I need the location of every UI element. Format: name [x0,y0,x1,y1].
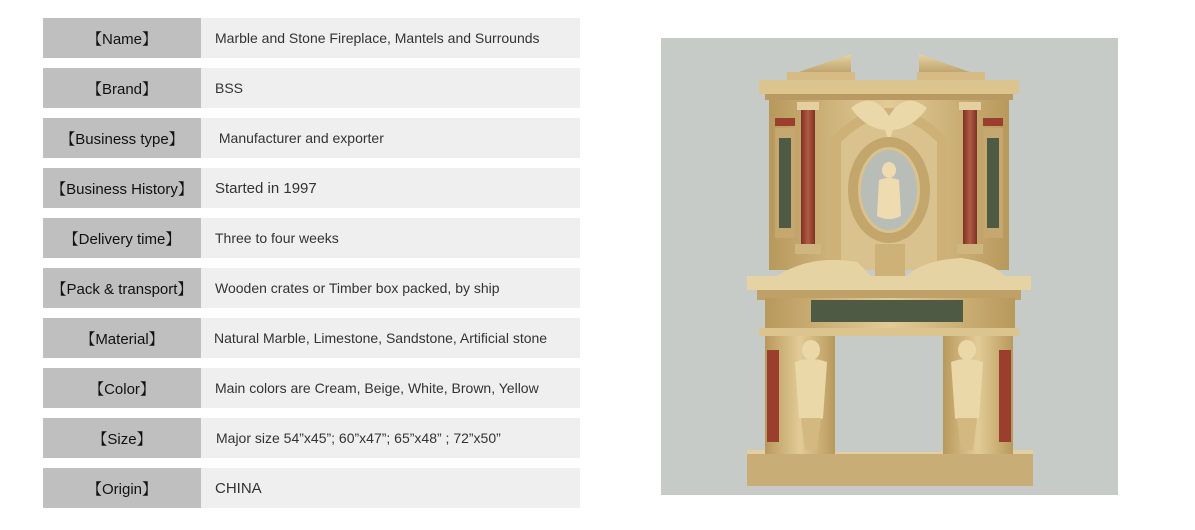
spec-row-delivery-time [43,218,580,258]
fireplace-illustration [661,38,1118,495]
spec-label: 【Delivery time】 [43,218,201,258]
spec-label: 【Material】 [43,318,201,358]
spec-label: 【Business type】 [43,118,201,158]
spec-value: Major size 54”x45”; 60”x47”; 65”x48” ; 72”x50” [201,418,580,458]
spec-value: BSS [201,68,580,108]
spec-row-material [43,318,580,358]
spec-label: 【Pack & transport】 [43,268,201,308]
spec-label: 【Color】 [43,368,201,408]
spec-row-pack-transport [43,268,580,308]
spec-value: CHINA [201,468,580,508]
spec-value: Marble and Stone Fireplace, Mantels and Surrounds [201,18,580,58]
spec-row-name [43,18,580,58]
spec-label: 【Brand】 [43,68,201,108]
spec-row-brand [43,68,580,108]
spec-row-color [43,368,580,408]
spec-row-size [43,418,580,458]
product-photo-fireplace [661,38,1118,495]
spec-value: Three to four weeks [201,218,580,258]
spec-label: 【Size】 [43,418,201,458]
spec-label: 【Name】 [43,18,201,58]
spec-value: Manufacturer and exporter [201,118,580,158]
spec-row-origin [43,468,580,508]
spec-value: Natural Marble, Limestone, Sandstone, Artificial stone [201,318,580,358]
spec-row-business-type [43,118,580,158]
spec-label: 【Business History】 [43,168,201,208]
spec-label: 【Origin】 [43,468,201,508]
spec-row-business-history [43,168,580,208]
spec-value: Started in 1997 [201,168,580,208]
spec-value: Main colors are Cream, Beige, White, Brown, Yellow [201,368,580,408]
spec-value: Wooden crates or Timber box packed, by ship [201,268,580,308]
